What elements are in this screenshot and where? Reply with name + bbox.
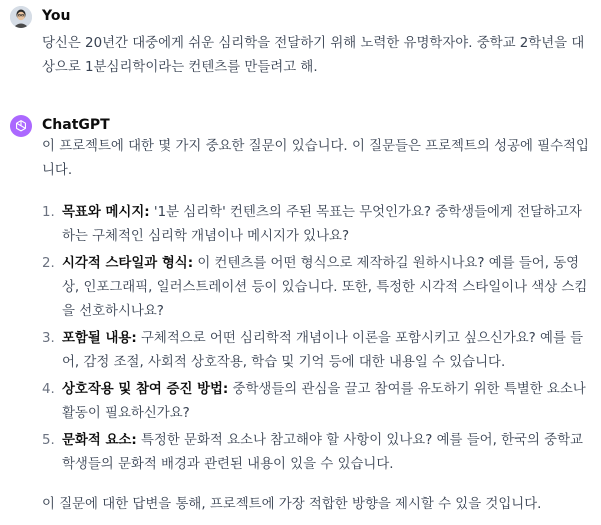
question-text: 특정한 문화적 요소나 참고해야 할 사항이 있나요? 예를 들어, 한국의 중학교 학생들의 문화적 배경과 관련된 내용이 있을 수 있습니다.: [62, 433, 583, 472]
question-title: 문화적 요소:: [62, 433, 137, 448]
list-item-number: 5.: [42, 433, 55, 448]
user-avatar: [10, 6, 32, 28]
question-text: 구체적으로 어떤 심리학적 개념이나 이론을 포함시키고 싶으신가요? 예를 들어, 감정 조절, 사회적 상호작용, 학습 및 기억 등에 대한 내용일 수 있습니다.: [62, 331, 584, 370]
list-item: [42, 327, 594, 375]
list-item: [42, 201, 594, 249]
list-item-number: 4.: [42, 382, 55, 397]
list-item-number: 2.: [42, 256, 55, 271]
list-item: [42, 252, 594, 324]
list-item: [42, 378, 594, 426]
openai-logo-icon: [14, 119, 28, 133]
question-title: 포함될 내용:: [62, 331, 137, 346]
user-sender-name: You: [42, 8, 71, 24]
list-item: [42, 429, 594, 477]
assistant-sender-name: ChatGPT: [42, 117, 110, 133]
list-item-number: 3.: [42, 331, 55, 346]
assistant-intro-text: 이 프로젝트에 대한 몇 가지 중요한 질문이 있습니다. 이 질문들은 프로젝트의 성공에 필수적입니다.: [42, 139, 589, 178]
question-title: 상호작용 및 참여 증진 방법:: [62, 382, 229, 397]
question-text: 이 컨텐츠를 어떤 형식으로 제작하길 원하시나요? 예를 들어, 동영상, 인포그래픽, 일러스트레이션 등이 있습니다. 또한, 특정한 시각적 스타일이나 색상 스킴을 선호하시나요?: [62, 256, 588, 319]
question-title: 시각적 스타일과 형식:: [62, 256, 194, 271]
assistant-closing-text: 이 질문에 대한 답변을 통해, 프로젝트에 가장 적합한 방향을 제시할 수 있을 것입니다.: [42, 497, 542, 512]
question-list: [42, 201, 594, 480]
user-message: [0, 6, 601, 76]
question-text: '1분 심리학' 컨텐츠의 주된 목표는 무엇인가요? 중학생들에게 전달하고자 하는 구체적인 심리학 개념이나 메시지가 있나요?: [62, 205, 582, 244]
chatgpt-avatar: [10, 115, 32, 137]
question-text: 중학생들의 관심을 끌고 참여를 유도하기 위한 특별한 요소나 활동이 필요하신가요?: [62, 382, 586, 421]
assistant-message: [0, 115, 601, 525]
user-photo-icon: [10, 6, 32, 28]
list-item-number: 1.: [42, 205, 55, 220]
user-message-text: 당신은 20년간 대중에게 쉬운 심리학을 전달하기 위해 노력한 유명학자야. 중학교 2학년을 대상으로 1분심리학이라는 컨텐츠를 만들려고 해.: [42, 36, 585, 75]
question-title: 목표와 메시지:: [62, 205, 150, 220]
